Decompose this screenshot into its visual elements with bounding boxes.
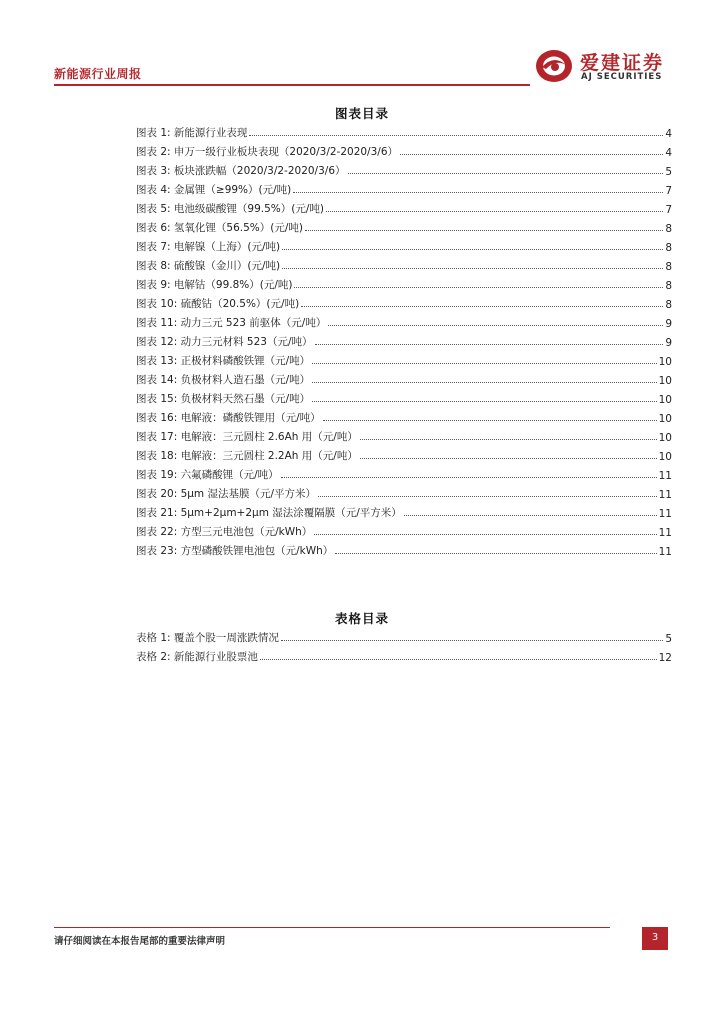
dot-leader (301, 306, 663, 307)
toc-entry-label: 图表 6: 氢氧化锂（56.5%）(元/吨) (136, 222, 303, 234)
toc-entry-page: 7 (665, 204, 672, 216)
figure-list-entry[interactable] (136, 197, 672, 216)
toc-entry-page: 10 (658, 432, 672, 444)
table-list-entry[interactable] (136, 645, 672, 664)
toc-entry-label: 图表 19: 六氟磷酸锂（元/吨） (136, 469, 279, 481)
toc-entry-label: 图表 11: 动力三元 523 前驱体（元/吨） (136, 317, 327, 329)
logo-chinese-name: 爱建证券 (580, 52, 665, 74)
dot-leader (260, 659, 657, 660)
toc-entry-label: 图表 7: 电解镍（上海）(元/吨) (136, 241, 281, 253)
toc-entry-label: 图表 17: 电解液：三元圆柱 2.6Ah 用（元/吨） (136, 431, 358, 443)
toc-entry-page: 11 (658, 527, 672, 539)
toc-entry-page: 11 (658, 508, 672, 520)
dot-leader (360, 458, 657, 459)
toc-entry-label: 图表 3: 板块涨跌幅（2020/3/2-2020/3/6） (136, 165, 346, 177)
toc-entry-label: 表格 1: 覆盖个股一周涨跌情况 (136, 632, 279, 644)
figure-list-entry[interactable] (136, 159, 672, 178)
figure-list-heading: 图表目录 (334, 106, 389, 121)
toc-entry-page: 9 (665, 318, 672, 330)
figure-list-entry[interactable] (136, 254, 672, 273)
figure-list-entry[interactable] (136, 216, 672, 235)
toc-entry-page: 10 (658, 375, 672, 387)
dot-leader (281, 477, 657, 478)
dot-leader (314, 534, 656, 535)
toc-entry-label: 图表 9: 电解钴（99.8%）(元/吨) (136, 279, 293, 291)
logo-mark-icon (534, 48, 574, 84)
toc-entry-page: 10 (658, 394, 672, 406)
toc-entry-label: 图表 1: 新能源行业表现 (136, 127, 248, 139)
dot-leader (400, 154, 663, 155)
dot-leader (312, 382, 657, 383)
dot-leader (360, 439, 657, 440)
toc-entry-page: 10 (658, 356, 672, 368)
company-logo (534, 46, 674, 86)
toc-entry-label: 图表 8: 硫酸镍（金川）(元/吨) (136, 260, 281, 272)
toc-entry-label: 图表 12: 动力三元材料 523（元/吨） (136, 336, 313, 348)
toc-entry-page: 10 (658, 413, 672, 425)
figure-list-entry[interactable] (136, 482, 672, 501)
header-divider (54, 84, 530, 86)
toc-entry-page: 8 (665, 280, 672, 292)
toc-entry-label: 图表 2: 申万一级行业板块表现（2020/3/2-2020/3/6） (136, 146, 398, 158)
dot-leader (249, 135, 663, 136)
dot-leader (318, 496, 657, 497)
toc-entry-label: 表格 2: 新能源行业股票池 (136, 651, 258, 663)
dot-leader (328, 325, 663, 326)
figure-list-entry[interactable] (136, 235, 672, 254)
figure-list-entry[interactable] (136, 387, 672, 406)
toc-entry-page: 5 (665, 166, 672, 178)
toc-entry-page: 12 (658, 652, 672, 664)
dot-leader (348, 173, 664, 174)
toc-entry-label: 图表 20: 5μm 湿法基膜（元/平方米） (136, 488, 317, 500)
dot-leader (404, 515, 657, 516)
report-series-title: 新能源行业周报 (54, 67, 142, 81)
toc-entry-label: 图表 5: 电池级碳酸锂（99.5%）(元/吨) (136, 203, 324, 215)
toc-entry-label: 图表 23: 方型磷酸铁锂电池包（元/kWh） (136, 545, 334, 557)
dot-leader (335, 553, 656, 554)
figure-list-entry[interactable] (136, 292, 672, 311)
table-list-entry[interactable] (136, 626, 672, 645)
figure-list-entry[interactable] (136, 406, 672, 425)
toc-entry-label: 图表 21: 5μm+2μm+2μm 湿法涂覆隔膜（元/平方米） (136, 507, 402, 519)
toc-entry-label: 图表 10: 硫酸钴（20.5%）(元/吨) (136, 298, 300, 310)
dot-leader (315, 344, 664, 345)
figure-list-entry[interactable] (136, 178, 672, 197)
table-list-heading: 表格目录 (334, 611, 389, 626)
dot-leader (305, 230, 663, 231)
toc-entry-label: 图表 18: 电解液：三元圆柱 2.2Ah 用（元/吨） (136, 450, 358, 462)
toc-entry-page: 8 (665, 299, 672, 311)
figure-list-entry[interactable] (136, 121, 672, 140)
toc-entry-label: 图表 15: 负极材料天然石墨（元/吨） (136, 393, 311, 405)
dot-leader (326, 211, 663, 212)
toc-entry-page: 4 (665, 128, 672, 140)
figure-list (136, 121, 672, 558)
toc-entry-page: 11 (658, 489, 672, 501)
toc-entry-page: 11 (658, 546, 672, 558)
toc-entry-label: 图表 22: 方型三元电池包（元/kWh） (136, 526, 313, 538)
toc-entry-page: 8 (665, 223, 672, 235)
figure-list-entry[interactable] (136, 349, 672, 368)
toc-entry-page: 5 (665, 633, 672, 645)
footer-divider (54, 927, 610, 928)
toc-entry-page: 8 (665, 261, 672, 273)
toc-entry-label: 图表 13: 正极材料磷酸铁锂（元/吨） (136, 355, 311, 367)
figure-list-entry[interactable] (136, 140, 672, 159)
toc-entry-label: 图表 16: 电解液：磷酸铁锂用（元/吨） (136, 412, 321, 424)
toc-entry-page: 7 (665, 185, 672, 197)
dot-leader (312, 401, 657, 402)
table-list (136, 626, 672, 664)
logo-english-name: AJ SECURITIES (581, 72, 663, 82)
toc-entry-page: 4 (665, 147, 672, 159)
toc-entry-page: 11 (658, 470, 672, 482)
dot-leader (323, 420, 657, 421)
dot-leader (312, 363, 657, 364)
figure-list-entry[interactable] (136, 463, 672, 482)
figure-list-entry[interactable] (136, 368, 672, 387)
figure-list-entry[interactable] (136, 444, 672, 463)
figure-list-entry[interactable] (136, 520, 672, 539)
toc-entry-page: 8 (665, 242, 672, 254)
toc-entry-page: 9 (665, 337, 672, 349)
figure-list-entry[interactable] (136, 539, 672, 558)
page-number: 3 (642, 927, 668, 950)
dot-leader (282, 268, 663, 269)
figure-list-entry[interactable] (136, 330, 672, 349)
figure-list-entry[interactable] (136, 425, 672, 444)
dot-leader (294, 287, 663, 288)
figure-list-entry[interactable] (136, 311, 672, 330)
toc-entry-label: 图表 4: 金属锂（≥99%）(元/吨) (136, 184, 292, 196)
dot-leader (282, 249, 663, 250)
legal-disclaimer-note: 请仔细阅读在本报告尾部的重要法律声明 (54, 936, 226, 947)
toc-entry-page: 10 (658, 451, 672, 463)
toc-entry-label: 图表 14: 负极材料人造石墨（元/吨） (136, 374, 311, 386)
dot-leader (293, 192, 663, 193)
figure-list-entry[interactable] (136, 273, 672, 292)
figure-list-entry[interactable] (136, 501, 672, 520)
dot-leader (281, 640, 663, 641)
